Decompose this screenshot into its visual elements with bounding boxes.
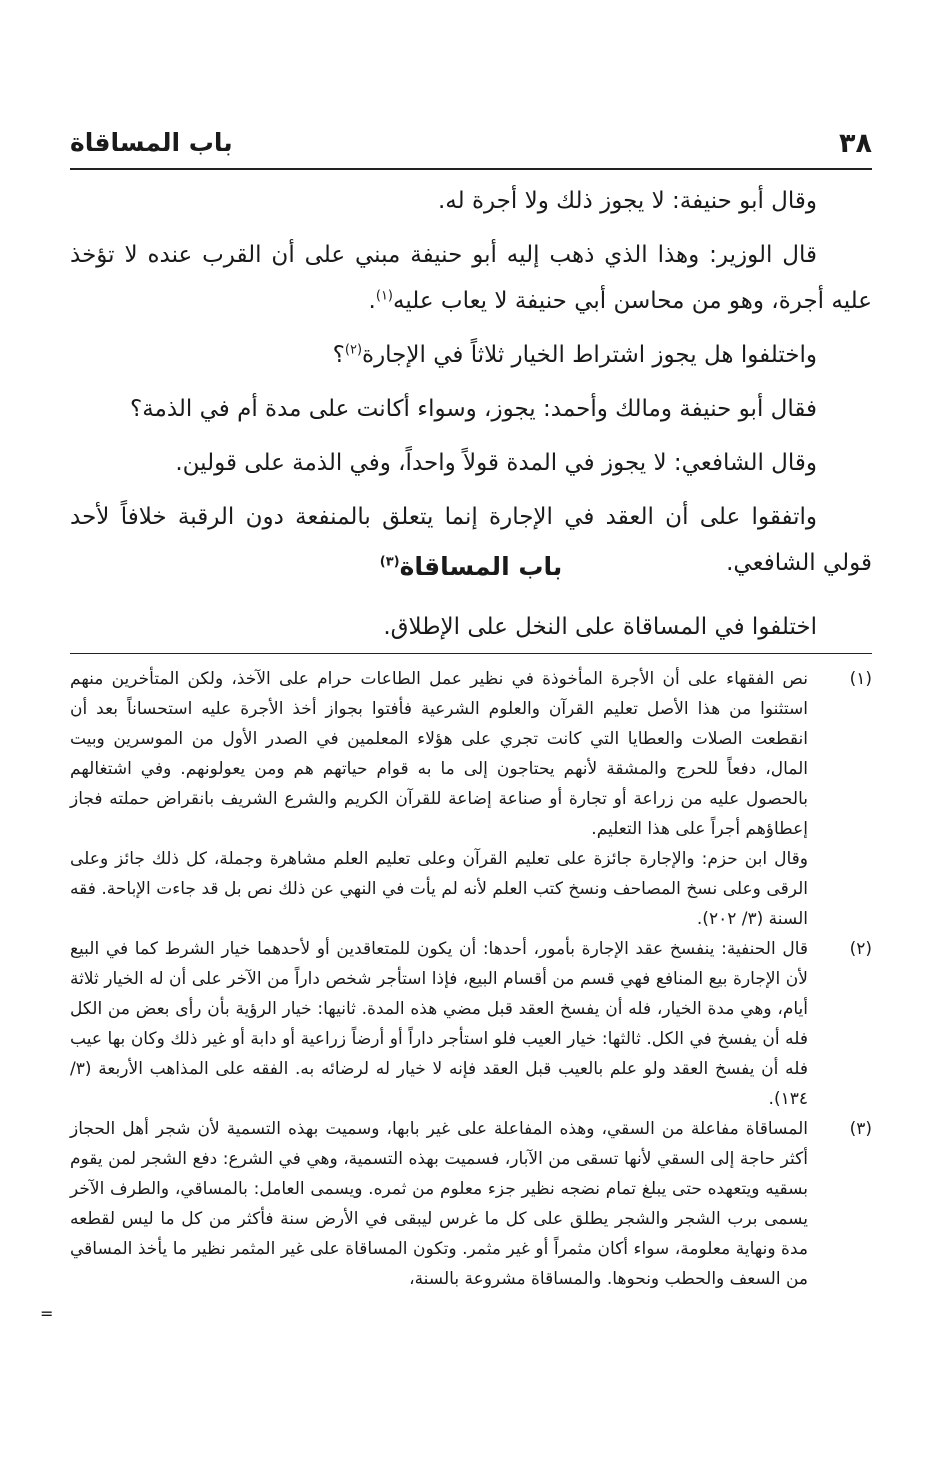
- footnote-number: (١): [849, 669, 872, 689]
- section-first-paragraph: اختلفوا في المساقاة على النخل على الإطلاق.: [383, 614, 817, 640]
- paragraph: قال الوزير: وهذا الذي ذهب إليه أبو حنيفة مبني على أن القرب عنده لا تؤخذ عليه أجرة، وهو من محاسن أبي حنيفة لا يعاب عليه$^{(١)}$.: [70, 242, 872, 314]
- footnote-paragraph: قال الحنفية: ينفسخ عقد الإجارة بأمور، أحدها: أن يكون للمتعاقدين أو لأحدهما خيار الشرط كما في البيع لأن الإجارة بيع المنافع فهي قسم من أقسام البيع، فإذا استأجر شخص داراً من الآخر على أن له الخيار ثلاثة أيام، وهي مدة الخيار، فله أن يفسخ العقد قبل مضي هذه المدة. ثانيها: خيار الرؤية بأن رأى بعض من الكل فله أن يفسخ في الكل. ثالثها: خيار العيب فلو استأجر داراً أو أرضاً زراعية أو دابة أو غير ذلك وكان بها عيب فله أن يفسخ العقد ولو علم بالعيب قبل العقد فإنه لا خيار له لرضائه به. الفقه على المذاهب الأربعة (٣/ ١٣٤).: [70, 939, 808, 1109]
- paragraph: وقال الشافعي: لا يجوز في المدة قولاً واحداً، وفي الذمة على قولين.: [175, 450, 817, 476]
- footnote: [70, 1114, 872, 1294]
- page-header: [70, 128, 872, 168]
- continuation-mark: =: [40, 1304, 54, 1323]
- footnote-number: (٣): [849, 1119, 872, 1139]
- paragraph: وقال أبو حنيفة: لا يجوز ذلك ولا أجرة له.: [437, 188, 817, 214]
- footnote: [70, 934, 872, 1114]
- footnote-ref: (١): [375, 288, 393, 304]
- footnote-ref: (٣): [379, 554, 400, 570]
- footnote-paragraph: نص الفقهاء على أن الأجرة المأخوذة في نظير عمل الطاعات حرام على الآخذ، ولكن المتأخرين منهم استثنوا من هذا الأصل تعليم القرآن والعلوم الشرعية فأفتوا بجواز أخذ الأجرة عليه استحساناً بعد أن انقطعت الصلات والعطايا التي كانت تجري على هؤلاء المعلمين في الصدر الأول من الموسرين وبيت المال، دفعاً للحرج والمشقة لأنهم يحتاجون إلى ما به قوام حياتهم هم ومن يعولونهم. وفي اشتغالهم بالحصول عليه من زراعة أو تجارة أو صناعة إضاعة للقرآن الكريم والشرع الشريف بانقراض حملته فجاز إعطاؤهم أجراً على هذا التعليم.: [70, 669, 808, 839]
- page-number: ٣٨: [839, 128, 872, 159]
- running-title: باب المساقاة: [70, 128, 233, 157]
- section-title: باب المساقاة$^{(٣)}$: [379, 552, 563, 581]
- footnote-paragraph: المساقاة مفاعلة من السقي، وهذه المفاعلة على غير بابها، وسميت بهذه التسمية لأن شجر أهل الحجاز أكثر حاجة إلى السقي لأنها تسقى من الآبار، فسميت بهذه التسمية، وهي في الشرع: دفع الشجر لمن يقوم بسقيه ويتعهده حتى يبلغ تمام نضجه نظير جزء معلوم من ثمره. ويسمى العامل: بالمساقي، والطرف الآخر يسمى برب الشجر والشجر يطلق على كل ما غرس ليبقى في الأرض سنة فأكثر من كل ما ليس لقطعه مدة ونهاية معلومة، سواء أكان مثمراً أو غير مثمر. وتكون المساقاة على غير المثمر نظير ما يأخذ المساقي من السعف والحطب ونحوها. والمساقاة مشروعة بالسنة،: [70, 1119, 808, 1289]
- footnote-separator: [70, 653, 872, 654]
- footnote-paragraph: وقال ابن حزم: والإجارة جائزة على تعليم القرآن وعلى تعليم العلم مشاهرة وجملة، كل ذلك جائز وعلى الرقى وعلى نسخ المصاحف ونسخ كتب العلم لأنه لم يأت في النهي عن ذلك نص بل قد جاءت الإباحة. فقه السنة (٣/ ٢٠٢).: [70, 849, 808, 929]
- main-text: [70, 178, 872, 594]
- footnote-ref: (٢): [344, 342, 363, 358]
- paragraph: واتفقوا على أن العقد في الإجارة إنما يتعلق بالمنفعة دون الرقبة خلافاً لأحد قولي الشافعي.: [70, 504, 872, 576]
- paragraph: فقال أبو حنيفة ومالك وأحمد: يجوز، وسواء أكانت على مدة أم في الذمة؟: [129, 396, 817, 422]
- paragraph: واختلفوا هل يجوز اشتراط الخيار ثلاثاً في الإجارة$^{(٢)}$؟: [332, 342, 817, 368]
- footnote-number: (٢): [849, 939, 872, 959]
- header-rule: [70, 168, 872, 170]
- footnotes: [70, 664, 872, 1294]
- footnote: [70, 664, 872, 934]
